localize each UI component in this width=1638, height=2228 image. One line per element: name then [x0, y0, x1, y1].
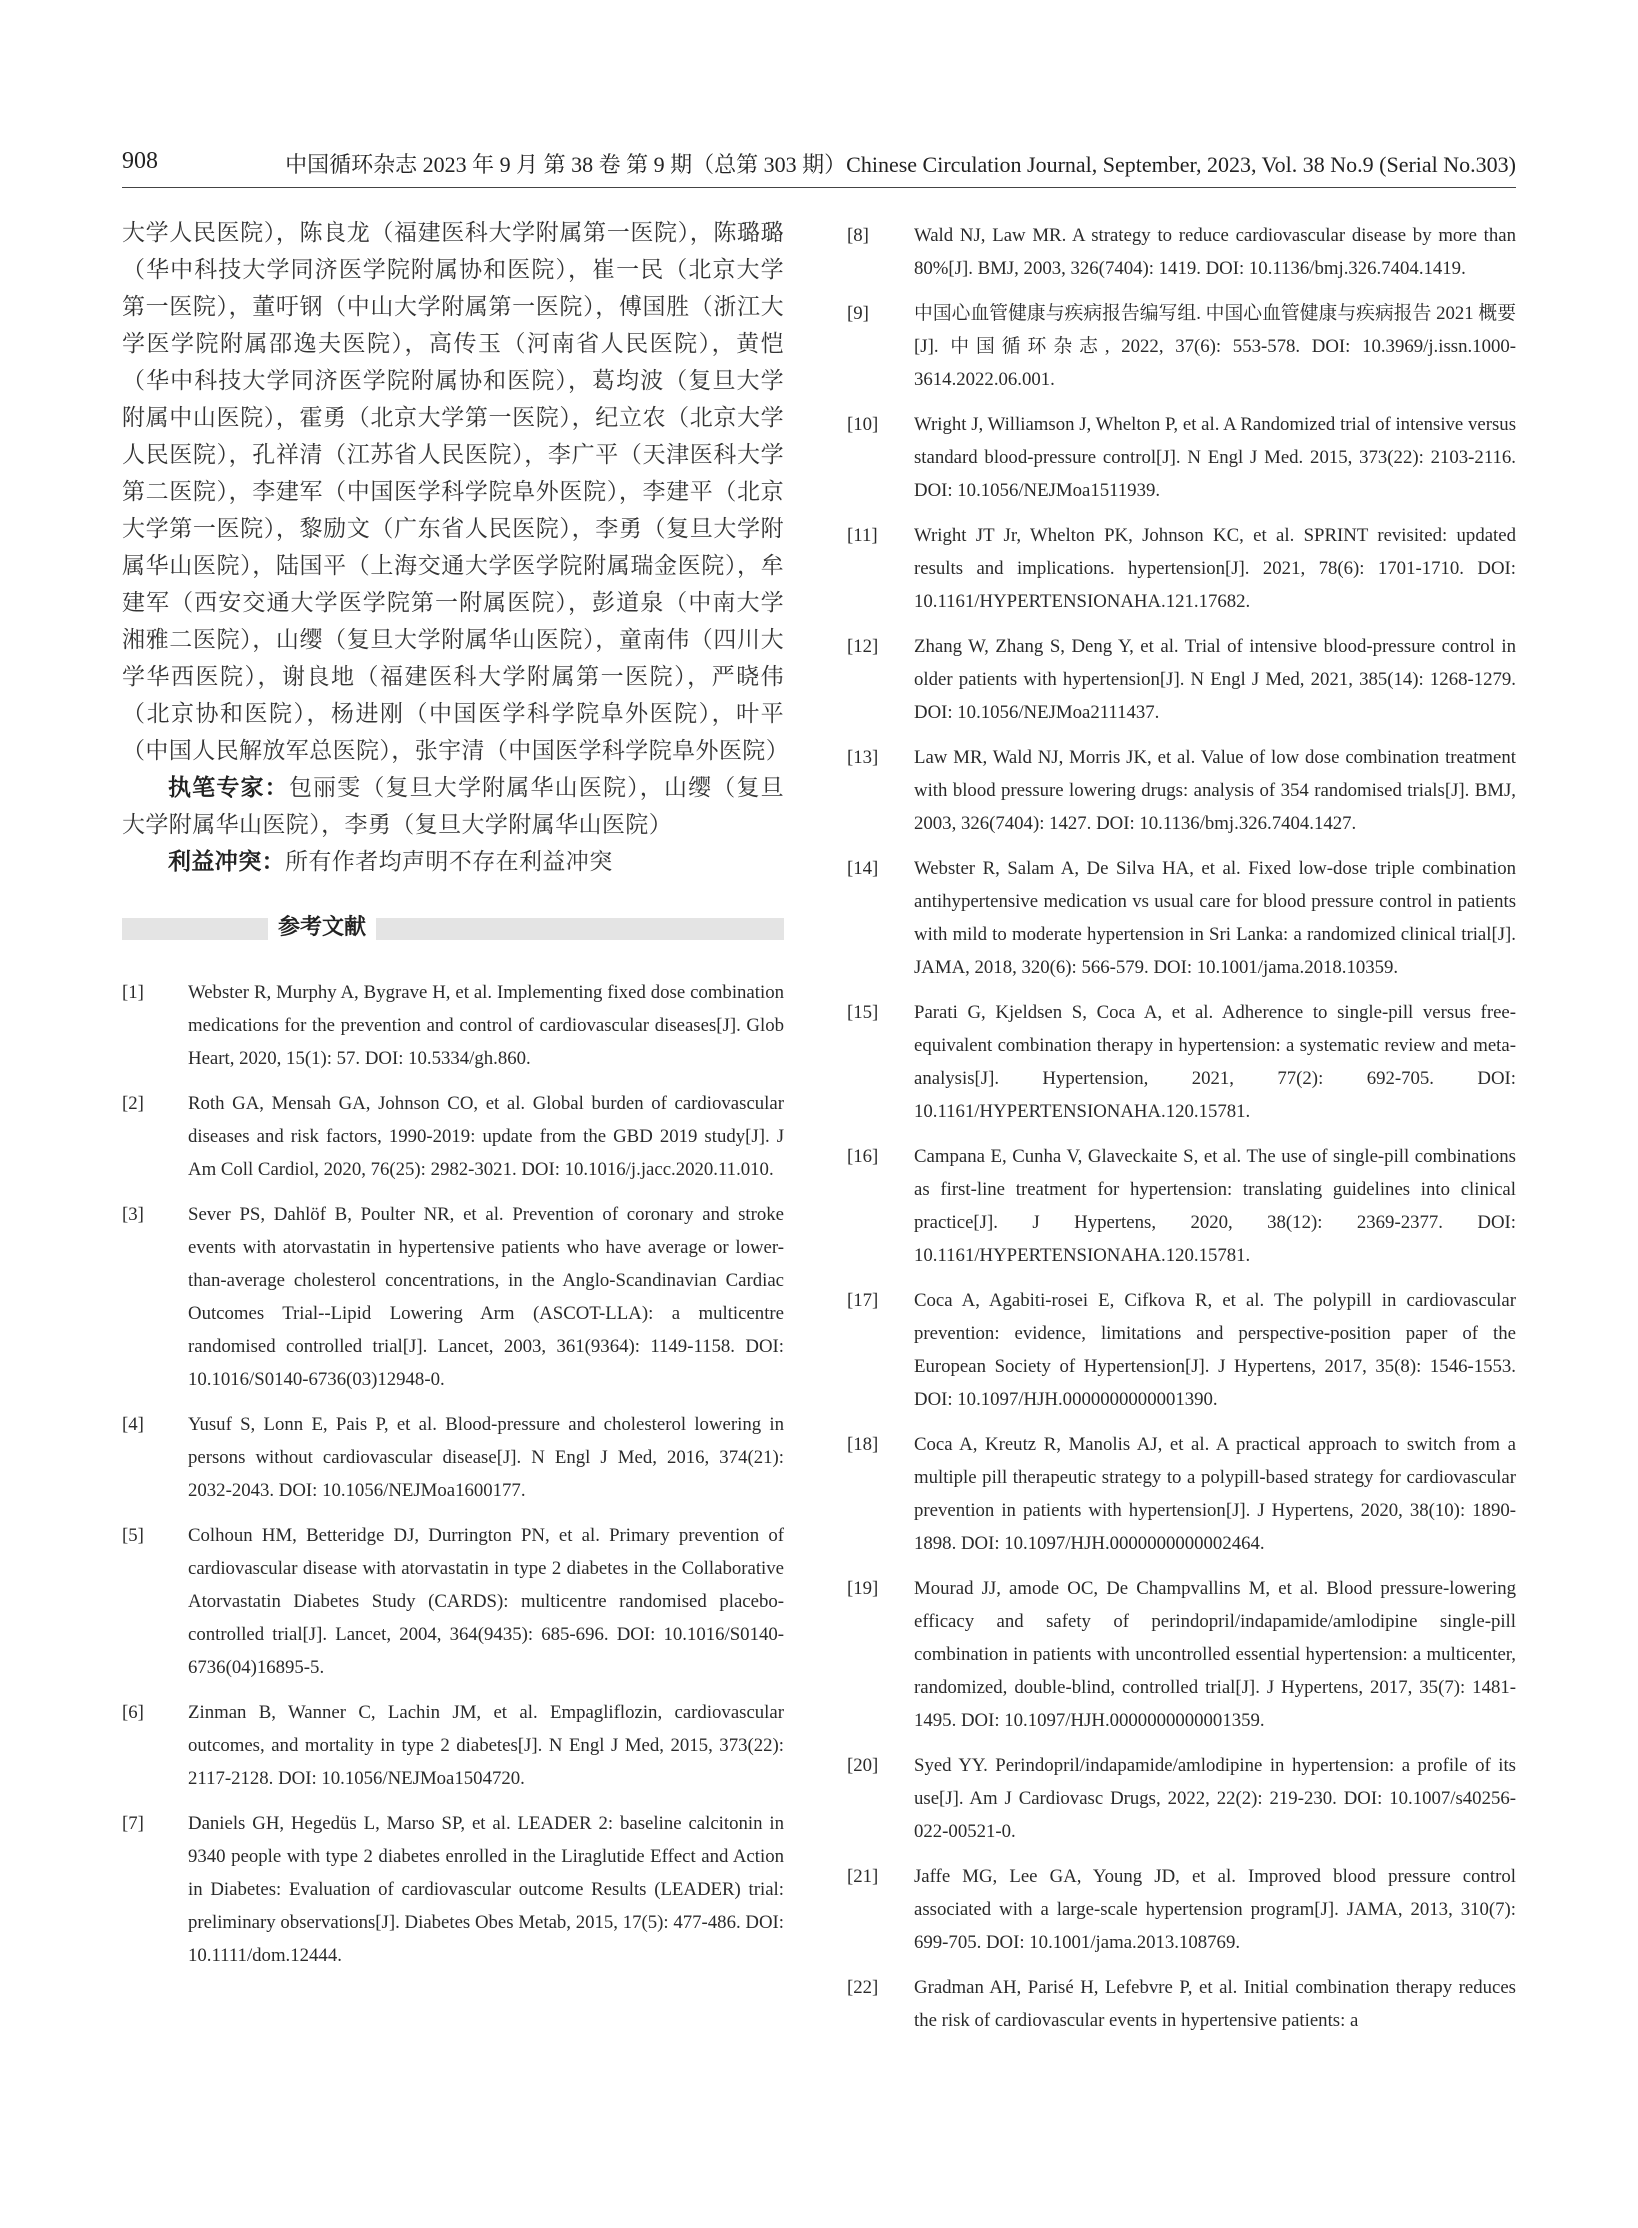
reference-number: [21]	[847, 1866, 879, 1887]
conflict-paragraph	[122, 844, 784, 881]
reference-text: Coca A, Kreutz R, Manolis AJ, et al. A practical approach to switch from a multiple pill therapeutic strategy to a polypill-based strategy for cardiovascular prevention in patients with hypertension[J]. J Hypertens, 2020, 38(10): 1890-1898. DOI: 10.1097/HJH.0000000000002464.	[914, 1434, 1516, 1554]
reference-number: [9]	[847, 303, 869, 324]
author-list-paragraph: 大学人民医院），陈良龙（福建医科大学附属第一医院），陈璐璐（华中科技大学同济医学院附属协和医院），崔一民（北京大学第一医院），董吁钢（中山大学附属第一医院），傅国胜（浙江大学医学院附属邵逸夫医院），高传玉（河南省人民医院），黄恺（华中科技大学同济医学院附属协和医院），葛均波（复旦大学附属中山医院），霍勇（北京大学第一医院），纪立农（北京大学人民医院），孔祥清（江苏省人民医院），李广平（天津医科大学第二医院），李建军（中国医学科学院阜外医院），李建平（北京大学第一医院），黎励文（广东省人民医院），李勇（复旦大学附属华山医院），陆国平（上海交通大学医学院附属瑞金医院），牟建军（西安交通大学医学院第一附属医院），彭道泉（中南大学湘雅二医院），山缨（复旦大学附属华山医院），童南伟（四川大学华西医院），谢良地（福建医科大学附属第一医院），严晓伟（北京协和医院），杨进刚（中国医学科学院阜外医院），叶平（中国人民解放军总医院），张宇清（中国医学科学院阜外医院）	[122, 220, 790, 764]
reference-text: Yusuf S, Lonn E, Pais P, et al. Blood-pressure and cholesterol lowering in persons without cardiovascular disease[J]. N Engl J Med, 2016, 374(21): 2032-2043. DOI: 10.1056/NEJMoa1600177.	[188, 1414, 784, 1501]
reference-number: [2]	[122, 1093, 144, 1114]
reference-number: [15]	[847, 1002, 879, 1023]
page-header	[122, 148, 1516, 184]
conflict-text: 所有作者均声明不存在利益冲突	[285, 849, 613, 875]
reference-item	[847, 219, 1516, 285]
reference-item	[847, 519, 1516, 618]
reference-text: Campana E, Cunha V, Glaveckaite S, et al. The use of single-pill combinations as first-line treatment for hypertension: translating guidelines into clinical practice[J]. J Hypertens, 2020, 38(12): 2369-2377. DOI: 10.1161/HYPERTENSIONAHA.120.15781.	[914, 1146, 1516, 1266]
reference-text: Syed YY. Perindopril/indapamide/amlodipine in hypertension: a profile of its use[J]. Am J Cardiovasc Drugs, 2022, 22(2): 219-230. DOI: 10.1007/s40256-022-00521-0.	[914, 1755, 1516, 1842]
reference-text: Gradman AH, Parisé H, Lefebvre P, et al. Initial combination therapy reduces the risk of cardiovascular events in hypertensive patients: a	[914, 1977, 1516, 2031]
reference-list-left	[122, 976, 784, 1972]
reference-item	[122, 1087, 784, 1186]
reference-text: Jaffe MG, Lee GA, Young JD, et al. Improved blood pressure control associated with a large-scale hypertension program[J]. JAMA, 2013, 310(7): 699-705. DOI: 10.1001/jama.2013.108769.	[914, 1866, 1516, 1953]
reference-text: Wright J, Williamson J, Whelton P, et al. A Randomized trial of intensive versus standard blood-pressure control[J]. N Engl J Med. 2015, 373(22): 2103-2116. DOI: 10.1056/NEJMoa1511939.	[914, 414, 1516, 501]
header-rule	[122, 187, 1516, 188]
reference-item	[847, 996, 1516, 1128]
reference-text: 中国心血管健康与疾病报告编写组. 中国心血管健康与疾病报告 2021 概要 [J]. 中国循环杂志, 2022, 37(6): 553-578. DOI: 10.3969/j.issn.1000-3614.2022.06.001.	[914, 303, 1516, 390]
reference-number: [1]	[122, 982, 144, 1003]
reference-item	[122, 1807, 784, 1972]
reference-item	[847, 1428, 1516, 1560]
reference-number: [14]	[847, 858, 879, 879]
reference-number: [13]	[847, 747, 879, 768]
reference-number: [11]	[847, 525, 878, 546]
references-heading-bar	[122, 915, 784, 940]
reference-item	[122, 1198, 784, 1396]
reference-item	[847, 1572, 1516, 1737]
reference-number: [17]	[847, 1290, 879, 1311]
reference-text: Zhang W, Zhang S, Deng Y, et al. Trial of intensive blood-pressure control in older patients with hypertension[J]. N Engl J Med, 2021, 385(14): 1268-1279. DOI: 10.1056/NEJMoa2111437.	[914, 636, 1516, 723]
reference-number: [10]	[847, 414, 879, 435]
reference-item	[847, 297, 1516, 396]
reference-item	[122, 1696, 784, 1795]
reference-number: [8]	[847, 225, 869, 246]
reference-text: Sever PS, Dahlöf B, Poulter NR, et al. Prevention of coronary and stroke events with atorvastatin in hypertensive patients who have average or lower-than-average cholesterol concentrations, in the Anglo-Scandinavian Cardiac Outcomes Trial--Lipid Lowering Arm (ASCOT-LLA): a multicentre randomised controlled trial[J]. Lancet, 2003, 361(9364): 1149-1158. DOI: 10.1016/S0140-6736(03)12948-0.	[188, 1204, 784, 1390]
reference-number: [7]	[122, 1813, 144, 1834]
reference-item	[847, 1140, 1516, 1272]
reference-number: [12]	[847, 636, 879, 657]
reference-text: Coca A, Agabiti-rosei E, Cifkova R, et al. The polypill in cardiovascular prevention: evidence, limitations and perspective-position paper of the European Society of Hypertension[J]. J Hypertens, 2017, 35(8): 1546-1553. DOI: 10.1097/HJH.0000000000001390.	[914, 1290, 1516, 1410]
reference-item	[847, 1749, 1516, 1848]
reference-number: [22]	[847, 1977, 879, 1998]
reference-text: Webster R, Salam A, De Silva HA, et al. Fixed low-dose triple combination antihypertensive medication vs usual care for blood pressure control in patients with mild to moderate hypertension in Sri Lanka: a randomized clinical trial[J]. JAMA, 2018, 320(6): 566-579. DOI: 10.1001/jama.2018.10359.	[914, 858, 1516, 978]
reference-item	[847, 630, 1516, 729]
reference-text: Mourad JJ, amode OC, De Champvallins M, et al. Blood pressure-lowering efficacy and safety of perindopril/indapamide/amlodipine single-pill combination in patients with uncontrolled essential hypertension: a multicenter, randomized, double-blind, controlled trial[J]. J Hypertens, 2017, 35(7): 1481-1495. DOI: 10.1097/HJH.0000000000001359.	[914, 1578, 1516, 1731]
reference-text: Wald NJ, Law MR. A strategy to reduce cardiovascular disease by more than 80%[J]. BMJ, 2003, 326(7404): 1419. DOI: 10.1136/bmj.326.7404.1419.	[914, 225, 1516, 279]
conflict-label: 利益冲突：	[168, 849, 285, 875]
reference-item	[122, 1408, 784, 1507]
writers-paragraph	[122, 770, 784, 844]
reference-number: [16]	[847, 1146, 879, 1167]
reference-text: Webster R, Murphy A, Bygrave H, et al. Implementing fixed dose combination medications for the prevention and control of cardiovascular diseases[J]. Glob Heart, 2020, 15(1): 57. DOI: 10.5334/gh.860.	[188, 982, 784, 1069]
reference-text: Parati G, Kjeldsen S, Coca A, et al. Adherence to single-pill versus free-equivalent combination therapy in hypertension: a systematic review and meta-analysis[J]. Hypertension, 2021, 77(2): 692-705. DOI: 10.1161/HYPERTENSIONAHA.120.15781.	[914, 1002, 1516, 1122]
reference-text: Colhoun HM, Betteridge DJ, Durrington PN, et al. Primary prevention of cardiovascular disease with atorvastatin in type 2 diabetes in the Collaborative Atorvastatin Diabetes Study (CARDS): multicentre randomised placebo-controlled trial[J]. Lancet, 2004, 364(9435): 685-696. DOI: 10.1016/S0140-6736(04)16895-5.	[188, 1525, 784, 1678]
writers-text: 包丽雯（复旦大学附属华山医院），山缨（复旦大学附属华山医院），李勇（复旦大学附属华山医院）	[122, 775, 785, 838]
reference-item	[847, 852, 1516, 984]
reference-text: Law MR, Wald NJ, Morris JK, et al. Value of low dose combination treatment with blood pressure lowering drugs: analysis of 354 randomised trials[J]. BMJ, 2003, 326(7404): 1427. DOI: 10.1136/bmj.326.7404.1427.	[914, 747, 1516, 834]
reference-item	[847, 1284, 1516, 1416]
page-number: 908	[122, 148, 158, 174]
reference-item	[122, 976, 784, 1075]
reference-item	[847, 408, 1516, 507]
reference-number: [18]	[847, 1434, 879, 1455]
reference-number: [3]	[122, 1204, 144, 1225]
reference-item	[847, 1860, 1516, 1959]
left-column	[122, 215, 790, 1984]
references-heading: 参考文献	[268, 910, 376, 946]
reference-item	[847, 1971, 1516, 2037]
right-column	[847, 219, 1516, 2049]
journal-citation: 中国循环杂志 2023 年 9 月 第 38 卷 第 9 期（总第 303 期）Chinese Circulation Journal, September, 2023, Vol. 38 No.9 (Serial No.303)	[285, 152, 1516, 177]
reference-text: Wright JT Jr, Whelton PK, Johnson KC, et al. SPRINT revisited: updated results and implications. hypertension[J]. 2021, 78(6): 1701-1710. DOI: 10.1161/HYPERTENSIONAHA.121.17682.	[914, 525, 1516, 612]
reference-list-right	[847, 219, 1516, 2037]
reference-item	[122, 1519, 784, 1684]
writers-label: 执笔专家：	[168, 775, 289, 801]
reference-number: [20]	[847, 1755, 879, 1776]
reference-text: Zinman B, Wanner C, Lachin JM, et al. Empagliflozin, cardiovascular outcomes, and mortality in type 2 diabetes[J]. N Engl J Med, 2015, 373(22): 2117-2128. DOI: 10.1056/NEJMoa1504720.	[188, 1702, 784, 1789]
reference-text: Daniels GH, Hegedüs L, Marso SP, et al. LEADER 2: baseline calcitonin in 9340 people with type 2 diabetes enrolled in the Liraglutide Effect and Action in Diabetes: Evaluation of cardiovascular outcome Results (LEADER) trial: preliminary observations[J]. Diabetes Obes Metab, 2015, 17(5): 477-486. DOI: 10.1111/dom.12444.	[188, 1813, 784, 1966]
reference-text: Roth GA, Mensah GA, Johnson CO, et al. Global burden of cardiovascular diseases and risk factors, 1990-2019: update from the GBD 2019 study[J]. J Am Coll Cardiol, 2020, 76(25): 2982-3021. DOI: 10.1016/j.jacc.2020.11.010.	[188, 1093, 784, 1180]
reference-number: [19]	[847, 1578, 879, 1599]
reference-number: [5]	[122, 1525, 144, 1546]
reference-item	[847, 741, 1516, 840]
reference-number: [4]	[122, 1414, 144, 1435]
reference-number: [6]	[122, 1702, 144, 1723]
